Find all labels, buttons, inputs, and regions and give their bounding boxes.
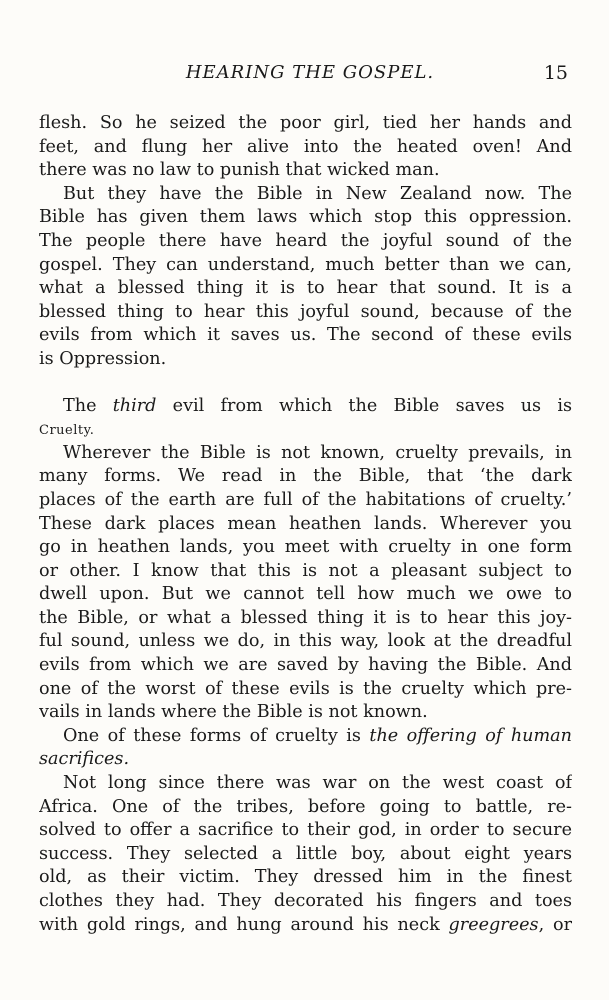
text-line: Bible has given them laws which stop this oppression. (39, 207, 572, 228)
running-head: HEARING THE GOSPEL. (185, 62, 435, 83)
text-line: Not long since there was war on the west coast of (63, 773, 572, 794)
text-line: ful sound, unless we do, in this way, look at the dreadful (39, 631, 572, 652)
page-header (40, 62, 570, 86)
text-line: evils from which it saves us. The second of these evils (39, 325, 572, 346)
text-line: many forms. We read in the Bible, that ‘the dark (39, 466, 572, 487)
text-line: is Oppression. (39, 348, 167, 369)
text-line: vails in lands where the Bible is not known. (39, 702, 428, 723)
text-line: solved to offer a sacrifice to their god, in order to secure (39, 820, 572, 841)
text-line: dwell upon. But we cannot tell how much we owe to (39, 584, 572, 605)
text-line (39, 748, 572, 772)
text-line: gospel. They can understand, much better than we can, (39, 254, 572, 275)
emphasis-text: the offering of human (369, 725, 572, 746)
text-line: These dark places mean heathen lands. Wherever you (39, 513, 572, 534)
text-line: what a blessed thing it is to hear that sound. It is a (39, 278, 572, 299)
text-line: success. They selected a little boy, about eight years (39, 843, 572, 864)
page-number: 15 (543, 62, 568, 84)
text-line: But they have the Bible in New Zealand now. The (63, 183, 572, 204)
text-line: The third evil from which the Bible saves us is (63, 395, 572, 416)
text-line: flesh. So he seized the poor girl, tied her hands and (39, 113, 572, 133)
text-line: one of the worst of these evils is the cruelty which pre- (39, 678, 572, 699)
text-line: One of these forms of cruelty is the offering of human (63, 725, 572, 746)
emphasis-text: sacrifices. (39, 749, 130, 770)
small-caps-text: Cruelty. (39, 423, 95, 439)
text-line: or other. I know that this is not a pleasant subject to (39, 560, 572, 581)
text-line (39, 418, 572, 442)
text-line: the Bible, or what a blessed thing it is to hear this joy- (39, 607, 572, 628)
text-line: with gold rings, and hung around his neck greegrees, or (39, 914, 572, 935)
text-line: go in heathen lands, you meet with cruelty in one form (39, 537, 572, 558)
text-line: Wherever the Bible is not known, cruelty prevails, in (63, 442, 572, 463)
text-line: feet, and flung her alive into the heated oven! And (39, 136, 572, 157)
text-line: The people there have heard the joyful sound of the (39, 230, 572, 251)
text-line: there was no law to punish that wicked man. (39, 160, 440, 181)
text-line: Africa. One of the tribes, before going to battle, re- (39, 796, 572, 817)
text-line: blessed thing to hear this joyful sound, because of the (39, 301, 572, 322)
text-line: clothes they had. They decorated his fingers and toes (39, 891, 572, 911)
text-line: evils from which we are saved by having the Bible. And (39, 655, 572, 676)
text-line: old, as their victim. They dressed him in the finest (39, 867, 572, 888)
body-text (39, 112, 572, 937)
emphasis-text: greegrees (448, 914, 539, 935)
text-line: places of the earth are full of the habitations of cruelty.’ (39, 489, 572, 510)
section-gap (39, 372, 572, 395)
emphasis-text: third (112, 395, 157, 416)
